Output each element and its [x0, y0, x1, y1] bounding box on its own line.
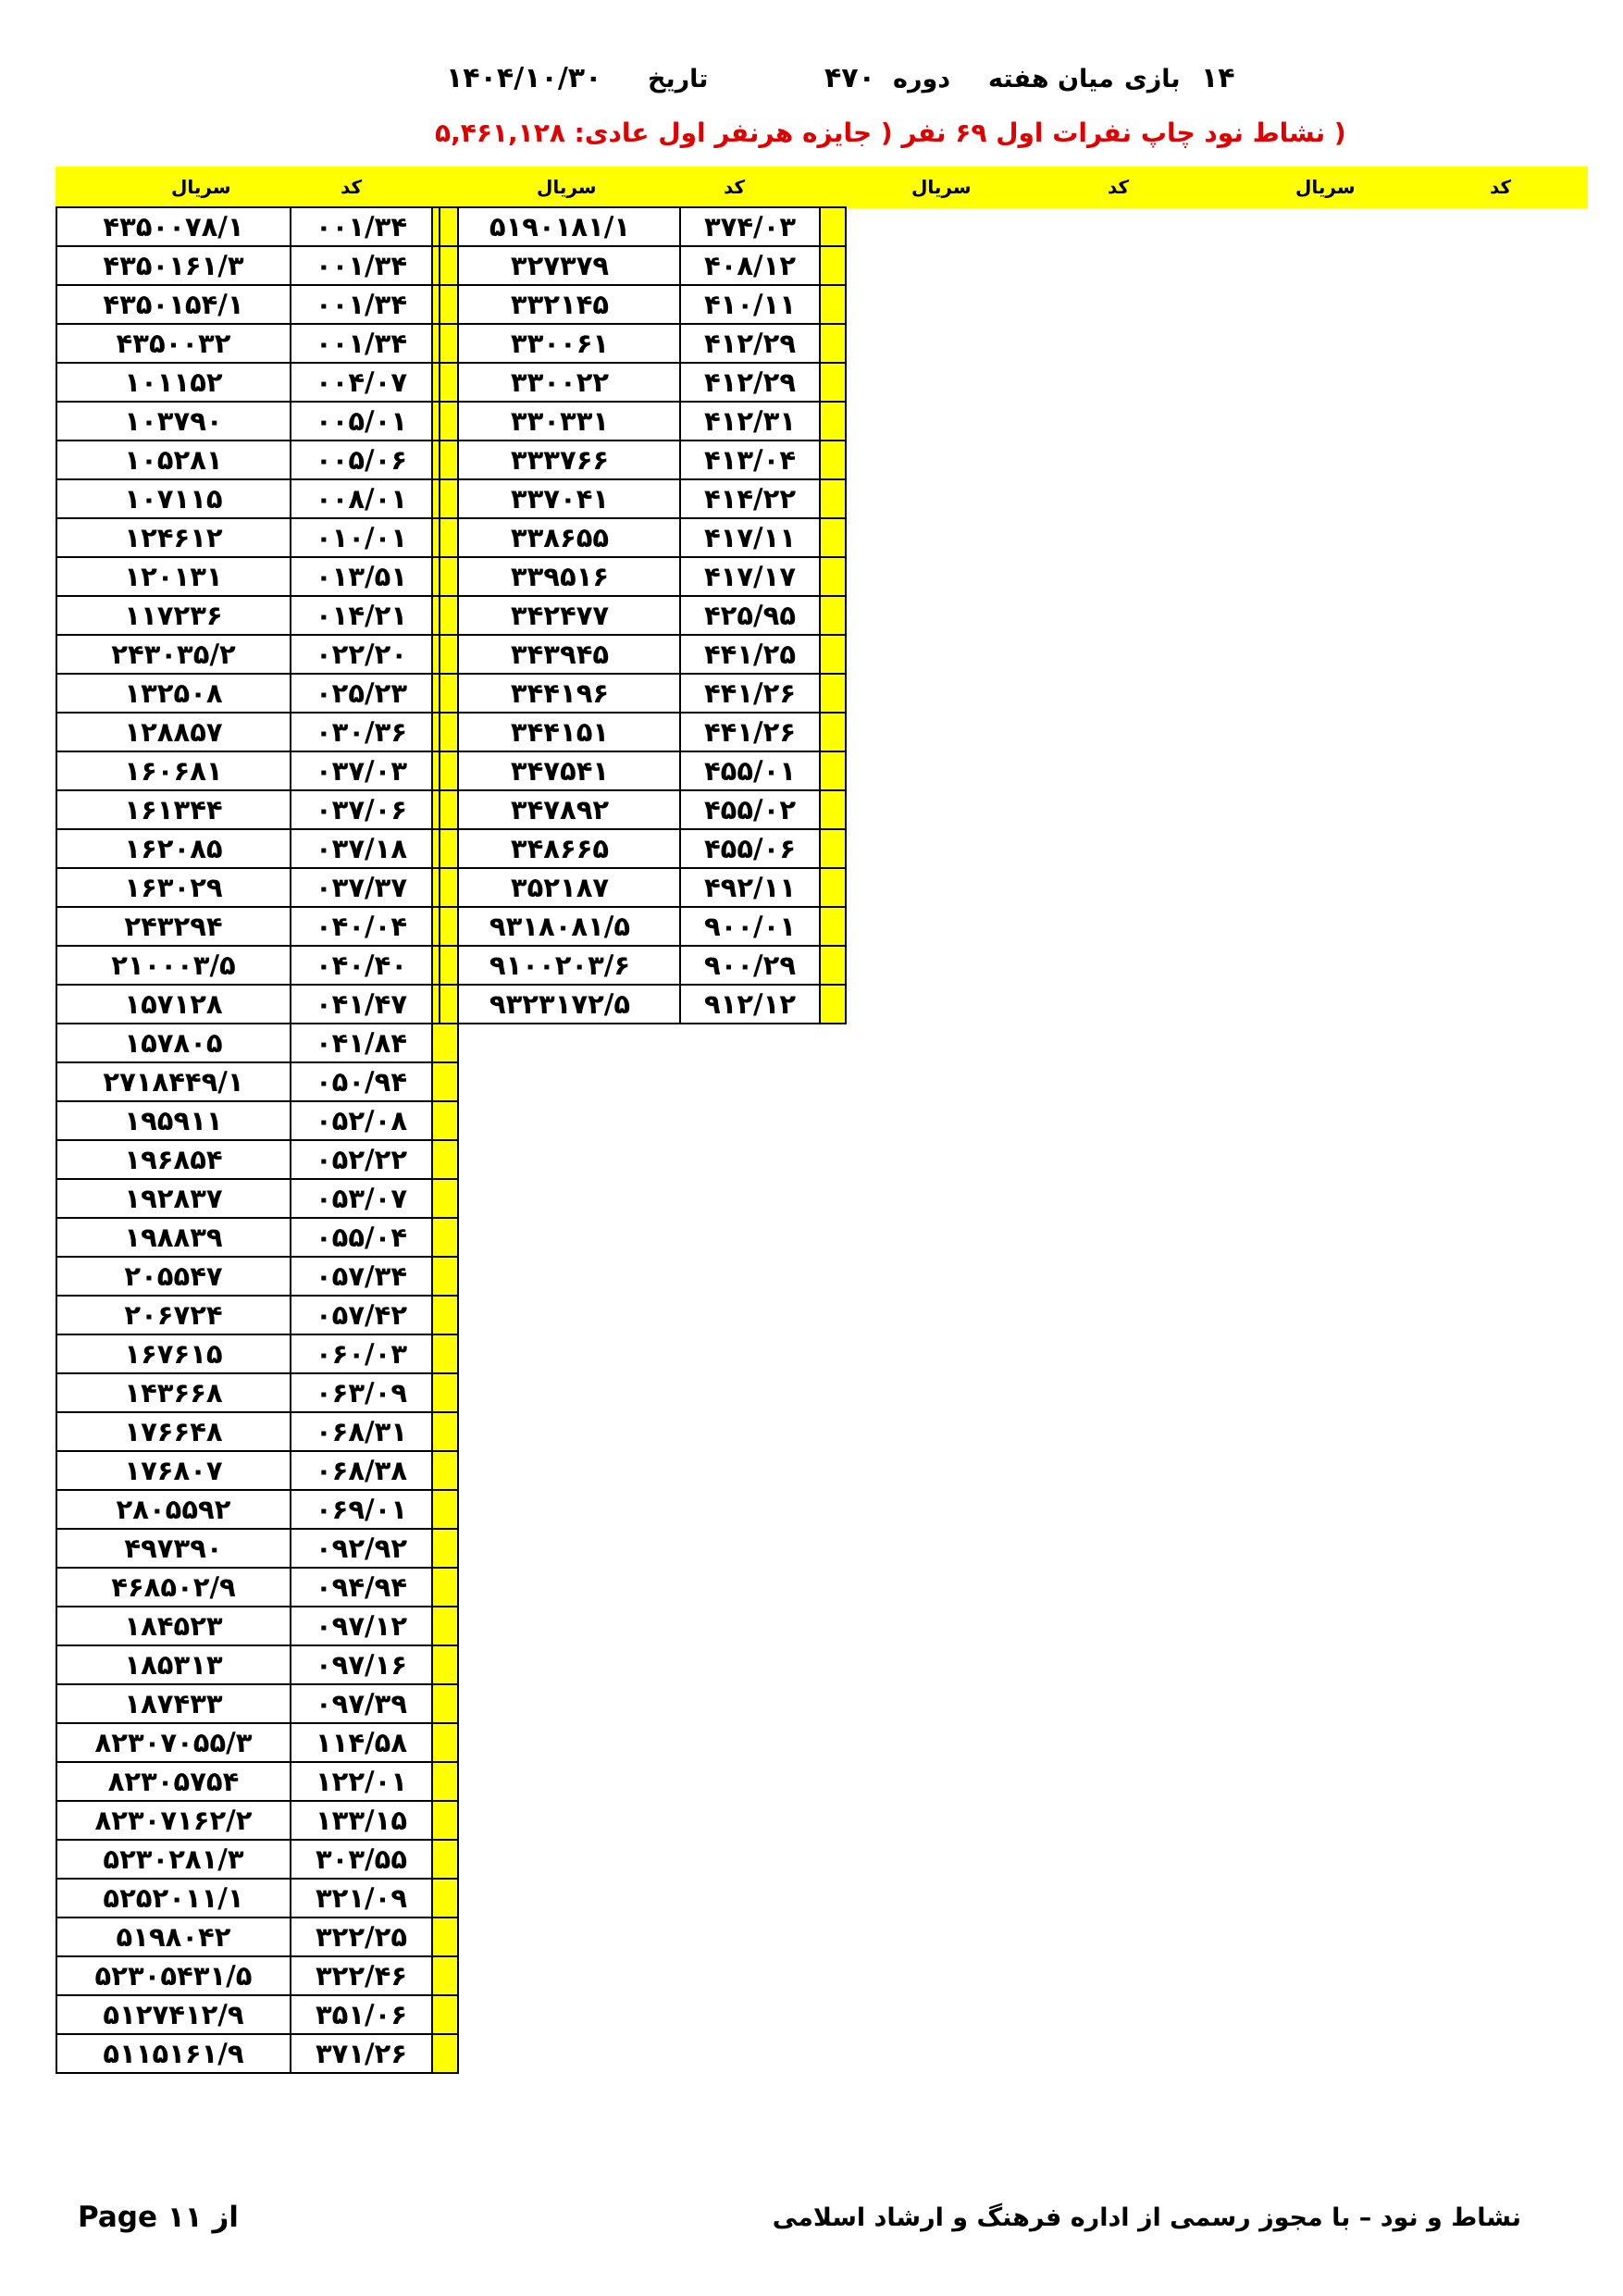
table-row — [56, 1373, 458, 1412]
serial-cell: ۵۱۲۷۴۱۲/۹ — [56, 1995, 291, 2034]
table-row — [56, 479, 458, 518]
table-row — [56, 1490, 458, 1529]
serial-cell: ۳۳۲۱۴۵ — [440, 285, 680, 324]
yellow-marker-cell — [820, 479, 846, 518]
header-code-3: کد — [1108, 176, 1130, 198]
serial-cell: ۱۰۳۷۹۰ — [56, 402, 291, 441]
table-row — [56, 441, 458, 479]
code-cell: ۰۵۳/۰۷ — [291, 1179, 432, 1218]
table-row — [56, 1024, 458, 1062]
serial-cell: ۲۰۶۷۲۴ — [56, 1296, 291, 1334]
serial-cell: ۳۴۷۸۹۲ — [440, 790, 680, 829]
table-row — [440, 868, 846, 907]
table-row — [440, 674, 846, 713]
table-row — [440, 946, 846, 985]
code-cell: ۳۷۱/۲۶ — [291, 2034, 432, 2073]
yellow-marker-cell — [432, 1529, 458, 1568]
serial-cell: ۳۵۲۱۸۷ — [440, 868, 680, 907]
serial-cell: ۳۴۴۱۹۶ — [440, 674, 680, 713]
yellow-marker-cell — [820, 402, 846, 441]
code-cell: ۰۶۹/۰۱ — [291, 1490, 432, 1529]
midweek-label: میان هفته — [988, 65, 1114, 93]
serial-cell: ۳۲۷۳۷۹ — [440, 246, 680, 285]
code-cell: ۰۰۵/۰۶ — [291, 441, 432, 479]
serial-cell: ۱۶۲۰۸۵ — [56, 829, 291, 868]
table-row — [440, 790, 846, 829]
serial-cell: ۱۹۶۸۵۴ — [56, 1140, 291, 1179]
yellow-marker-cell — [432, 1373, 458, 1412]
serial-cell: ۳۴۴۱۵۱ — [440, 713, 680, 751]
yellow-marker-cell — [432, 1801, 458, 1840]
footer-license: نشاط و نود – با مجوز رسمی از اداره فرهنگ و ارشاد اسلامی — [772, 2203, 1521, 2232]
code-cell: ۰۰۱/۳۴ — [291, 207, 432, 246]
game-label: بازی — [1124, 65, 1181, 93]
table-row — [56, 1296, 458, 1334]
code-cell: ۰۰۸/۰۱ — [291, 479, 432, 518]
serial-cell: ۳۳۷۰۴۱ — [440, 479, 680, 518]
serial-cell: ۱۹۸۸۳۹ — [56, 1218, 291, 1257]
serial-cell: ۳۳۸۶۵۵ — [440, 518, 680, 557]
yellow-marker-cell — [820, 324, 846, 363]
code-cell: ۰۳۷/۱۸ — [291, 829, 432, 868]
results-table-2 — [439, 206, 847, 1024]
header-serial-2: سریال — [537, 176, 597, 198]
code-cell: ۹۰۰/۰۱ — [680, 907, 820, 946]
serial-cell: ۲۴۳۲۹۴ — [56, 907, 291, 946]
serial-cell: ۱۳۲۵۰۸ — [56, 674, 291, 713]
serial-cell: ۲۸۰۵۵۹۲ — [56, 1490, 291, 1529]
serial-cell: ۵۱۱۵۱۶۱/۹ — [56, 2034, 291, 2073]
table-row — [56, 557, 458, 596]
serial-cell: ۱۲۸۸۵۷ — [56, 713, 291, 751]
code-cell: ۰۴۱/۴۷ — [291, 985, 432, 1024]
code-cell: ۹۱۲/۱۲ — [680, 985, 820, 1024]
code-cell: ۴۱۴/۲۲ — [680, 479, 820, 518]
table-row — [56, 1412, 458, 1451]
code-cell: ۳۲۲/۲۵ — [291, 1917, 432, 1956]
serial-cell: ۳۴۲۴۷۷ — [440, 596, 680, 635]
serial-cell: ۳۳۰۳۳۱ — [440, 402, 680, 441]
serial-cell: ۱۲۰۱۳۱ — [56, 557, 291, 596]
table-row — [440, 518, 846, 557]
table-row — [56, 1607, 458, 1645]
table-row — [56, 1840, 458, 1879]
table-row — [56, 946, 458, 985]
table-row — [56, 324, 458, 363]
yellow-marker-cell — [820, 207, 846, 246]
code-cell: ۱۳۳/۱۵ — [291, 1801, 432, 1840]
table-row — [56, 907, 458, 946]
serial-cell: ۱۰۱۱۵۲ — [56, 363, 291, 402]
code-cell: ۰۵۰/۹۴ — [291, 1062, 432, 1101]
table-row — [56, 1568, 458, 1607]
yellow-marker-cell — [820, 790, 846, 829]
table-row — [56, 1995, 458, 2034]
serial-cell: ۳۳۰۰۶۱ — [440, 324, 680, 363]
table-row — [440, 207, 846, 246]
table-row — [56, 1529, 458, 1568]
table-row — [56, 751, 458, 790]
header-code-2: کد — [724, 176, 746, 198]
yellow-marker-cell — [432, 1723, 458, 1762]
code-cell: ۴۱۲/۲۹ — [680, 363, 820, 402]
table-row — [56, 985, 458, 1024]
header-code-1: کد — [341, 176, 363, 198]
code-cell: ۰۴۰/۰۴ — [291, 907, 432, 946]
table-row — [56, 829, 458, 868]
serial-cell: ۱۸۴۵۲۳ — [56, 1607, 291, 1645]
serial-cell: ۸۲۳۰۷۰۵۵/۳ — [56, 1723, 291, 1762]
serial-cell: ۳۳۰۰۲۲ — [440, 363, 680, 402]
serial-cell: ۴۹۷۳۹۰ — [56, 1529, 291, 1568]
code-cell: ۳۰۳/۵۵ — [291, 1840, 432, 1879]
serial-cell: ۹۳۱۸۰۸۱/۵ — [440, 907, 680, 946]
yellow-marker-cell — [820, 713, 846, 751]
code-cell: ۴۲۵/۹۵ — [680, 596, 820, 635]
code-cell: ۴۱۰/۱۱ — [680, 285, 820, 324]
period-label: دوره — [893, 65, 951, 93]
serial-cell: ۴۳۵۰۱۵۴/۱ — [56, 285, 291, 324]
serial-cell: ۳۳۹۵۱۶ — [440, 557, 680, 596]
serial-cell: ۱۹۲۸۳۷ — [56, 1179, 291, 1218]
yellow-marker-cell — [432, 1490, 458, 1529]
table-row — [440, 441, 846, 479]
serial-cell: ۱۰۷۱۱۵ — [56, 479, 291, 518]
code-cell: ۰۲۲/۲۰ — [291, 635, 432, 674]
table-row — [56, 635, 458, 674]
serial-cell: ۱۴۳۶۶۸ — [56, 1373, 291, 1412]
code-cell: ۰۵۷/۴۲ — [291, 1296, 432, 1334]
yellow-marker-cell — [820, 946, 846, 985]
serial-cell: ۱۶۷۶۱۵ — [56, 1334, 291, 1373]
serial-cell: ۱۷۶۸۰۷ — [56, 1451, 291, 1490]
code-cell: ۰۰۵/۰۱ — [291, 402, 432, 441]
table-row — [440, 713, 846, 751]
yellow-marker-cell — [820, 868, 846, 907]
code-cell: ۰۶۰/۰۳ — [291, 1334, 432, 1373]
code-cell: ۰۵۷/۳۴ — [291, 1257, 432, 1296]
table-row — [440, 635, 846, 674]
date-value: ۱۴۰۴/۱۰/۳۰ — [446, 62, 602, 94]
serial-cell: ۱۱۷۲۳۶ — [56, 596, 291, 635]
yellow-marker-cell — [432, 1296, 458, 1334]
table-row — [440, 285, 846, 324]
table-row — [56, 674, 458, 713]
yellow-marker-cell — [432, 2034, 458, 2073]
subtitle-winners: ( نشاط نود چاپ نفرات اول ۶۹ نفر ( جایزه هرنفر اول عادی: ۵,۴۶۱,۱۲۸ — [435, 118, 1346, 148]
table-row — [440, 246, 846, 285]
yellow-marker-cell — [820, 985, 846, 1024]
results-table-1 — [56, 206, 459, 2074]
code-cell: ۴۱۲/۳۱ — [680, 402, 820, 441]
code-cell: ۴۱۲/۲۹ — [680, 324, 820, 363]
table-row — [56, 1062, 458, 1101]
serial-cell: ۵۲۳۰۲۸۱/۳ — [56, 1840, 291, 1879]
table-row — [56, 1257, 458, 1296]
code-cell: ۰۹۴/۹۴ — [291, 1568, 432, 1607]
table-row — [56, 246, 458, 285]
yellow-marker-cell — [432, 1762, 458, 1801]
serial-cell: ۱۰۵۲۸۱ — [56, 441, 291, 479]
period-number: ۴۷۰ — [824, 62, 875, 94]
serial-cell: ۵۱۹۸۰۴۲ — [56, 1917, 291, 1956]
code-cell: ۰۰۱/۳۴ — [291, 324, 432, 363]
yellow-marker-cell — [432, 1024, 458, 1062]
code-cell: ۰۵۵/۰۴ — [291, 1218, 432, 1257]
column-header-band — [56, 167, 1588, 208]
code-cell: ۳۷۴/۰۳ — [680, 207, 820, 246]
yellow-marker-cell — [432, 1995, 458, 2034]
yellow-marker-cell — [820, 557, 846, 596]
serial-cell: ۳۳۳۷۶۶ — [440, 441, 680, 479]
yellow-marker-cell — [820, 907, 846, 946]
table-row — [56, 2034, 458, 2073]
serial-cell: ۱۶۳۰۲۹ — [56, 868, 291, 907]
yellow-marker-cell — [432, 1257, 458, 1296]
serial-cell: ۴۶۸۵۰۲/۹ — [56, 1568, 291, 1607]
code-cell: ۰۴۱/۸۴ — [291, 1024, 432, 1062]
serial-cell: ۴۳۵۰۰۳۲ — [56, 324, 291, 363]
table-row — [56, 1140, 458, 1179]
yellow-marker-cell — [820, 751, 846, 790]
code-cell: ۰۹۲/۹۲ — [291, 1529, 432, 1568]
table-row — [56, 1334, 458, 1373]
table-row — [56, 1645, 458, 1684]
table-row — [56, 207, 458, 246]
code-cell: ۰۵۲/۰۸ — [291, 1101, 432, 1140]
code-cell: ۴۵۵/۰۱ — [680, 751, 820, 790]
table-row — [56, 402, 458, 441]
table-row — [56, 1218, 458, 1257]
serial-cell: ۵۲۵۲۰۱۱/۱ — [56, 1879, 291, 1917]
serial-cell: ۳۴۸۶۶۵ — [440, 829, 680, 868]
table-row — [440, 829, 846, 868]
table-row — [56, 1762, 458, 1801]
code-cell: ۴۵۵/۰۶ — [680, 829, 820, 868]
footer-page-number: Page ۱۱ از — [78, 2201, 239, 2234]
code-cell: ۰۰۴/۰۷ — [291, 363, 432, 402]
code-cell: ۱۲۲/۰۱ — [291, 1762, 432, 1801]
serial-cell: ۲۴۳۰۳۵/۲ — [56, 635, 291, 674]
code-cell: ۰۵۲/۲۲ — [291, 1140, 432, 1179]
table-row — [440, 751, 846, 790]
table-row — [56, 713, 458, 751]
table-row — [440, 596, 846, 635]
code-cell: ۴۱۷/۱۷ — [680, 557, 820, 596]
serial-cell: ۲۱۰۰۰۳/۵ — [56, 946, 291, 985]
table-row — [440, 985, 846, 1024]
serial-cell: ۱۶۱۳۴۴ — [56, 790, 291, 829]
yellow-marker-cell — [432, 1334, 458, 1373]
yellow-marker-cell — [820, 441, 846, 479]
serial-cell: ۳۴۷۵۴۱ — [440, 751, 680, 790]
yellow-marker-cell — [432, 1684, 458, 1723]
serial-cell: ۲۷۱۸۴۴۹/۱ — [56, 1062, 291, 1101]
serial-cell: ۱۷۶۶۴۸ — [56, 1412, 291, 1451]
table-row — [56, 790, 458, 829]
yellow-marker-cell — [432, 1451, 458, 1490]
yellow-marker-cell — [432, 1645, 458, 1684]
header-serial-3: سریال — [911, 176, 972, 198]
code-cell: ۴۴۱/۲۶ — [680, 674, 820, 713]
code-cell: ۱۱۴/۵۸ — [291, 1723, 432, 1762]
code-cell: ۰۶۳/۰۹ — [291, 1373, 432, 1412]
table-row — [440, 557, 846, 596]
serial-cell: ۸۲۳۰۵۷۵۴ — [56, 1762, 291, 1801]
serial-cell: ۳۴۳۹۴۵ — [440, 635, 680, 674]
table-row — [56, 1801, 458, 1840]
yellow-marker-cell — [432, 1062, 458, 1101]
table-row — [440, 402, 846, 441]
code-cell: ۰۶۸/۳۸ — [291, 1451, 432, 1490]
code-cell: ۰۶۸/۳۱ — [291, 1412, 432, 1451]
table-row — [440, 479, 846, 518]
header-serial-4: سریال — [1295, 176, 1356, 198]
serial-cell: ۱۲۴۶۱۲ — [56, 518, 291, 557]
yellow-marker-cell — [432, 1840, 458, 1879]
code-cell: ۳۲۲/۴۶ — [291, 1956, 432, 1995]
serial-cell: ۴۳۵۰۱۶۱/۳ — [56, 246, 291, 285]
code-cell: ۰۳۰/۳۶ — [291, 713, 432, 751]
yellow-marker-cell — [820, 635, 846, 674]
serial-cell: ۱۹۵۹۱۱ — [56, 1101, 291, 1140]
code-cell: ۰۹۷/۳۹ — [291, 1684, 432, 1723]
yellow-marker-cell — [820, 363, 846, 402]
yellow-marker-cell — [820, 518, 846, 557]
table-row — [56, 285, 458, 324]
table-row — [56, 1956, 458, 1995]
table-row — [56, 1879, 458, 1917]
serial-cell: ۹۱۰۰۲۰۳/۶ — [440, 946, 680, 985]
code-cell: ۴۹۲/۱۱ — [680, 868, 820, 907]
code-cell: ۰۳۷/۰۳ — [291, 751, 432, 790]
serial-cell: ۵۲۳۰۵۴۳۱/۵ — [56, 1956, 291, 1995]
code-cell: ۰۴۰/۴۰ — [291, 946, 432, 985]
draw-number: ۱۴ — [1201, 62, 1235, 94]
code-cell: ۰۱۴/۲۱ — [291, 596, 432, 635]
yellow-marker-cell — [432, 1917, 458, 1956]
yellow-marker-cell — [432, 1568, 458, 1607]
serial-cell: ۵۱۹۰۱۸۱/۱ — [440, 207, 680, 246]
table-row — [56, 1723, 458, 1762]
yellow-marker-cell — [820, 285, 846, 324]
yellow-marker-cell — [432, 1956, 458, 1995]
code-cell: ۰۹۷/۱۲ — [291, 1607, 432, 1645]
code-cell: ۰۳۷/۳۷ — [291, 868, 432, 907]
serial-cell: ۹۳۲۳۱۷۲/۵ — [440, 985, 680, 1024]
table-row — [440, 363, 846, 402]
code-cell: ۰۱۳/۵۱ — [291, 557, 432, 596]
serial-cell: ۱۵۷۸۰۵ — [56, 1024, 291, 1062]
header-serial-1: سریال — [171, 176, 231, 198]
table-row — [56, 363, 458, 402]
table-row — [56, 1101, 458, 1140]
yellow-marker-cell — [432, 1412, 458, 1451]
code-cell: ۴۱۳/۰۴ — [680, 441, 820, 479]
code-cell: ۰۲۵/۲۳ — [291, 674, 432, 713]
table-row — [56, 518, 458, 557]
yellow-marker-cell — [820, 829, 846, 868]
yellow-marker-cell — [432, 1101, 458, 1140]
yellow-marker-cell — [432, 1179, 458, 1218]
serial-cell: ۱۵۷۱۲۸ — [56, 985, 291, 1024]
table-row — [56, 1179, 458, 1218]
code-cell: ۴۱۷/۱۱ — [680, 518, 820, 557]
serial-cell: ۱۸۵۳۱۳ — [56, 1645, 291, 1684]
code-cell: ۴۴۱/۲۶ — [680, 713, 820, 751]
yellow-marker-cell — [432, 1140, 458, 1179]
yellow-marker-cell — [432, 1607, 458, 1645]
code-cell: ۰۰۱/۳۴ — [291, 285, 432, 324]
serial-cell: ۸۲۳۰۷۱۶۲/۲ — [56, 1801, 291, 1840]
yellow-marker-cell — [820, 596, 846, 635]
yellow-marker-cell — [432, 1879, 458, 1917]
code-cell: ۹۰۰/۲۹ — [680, 946, 820, 985]
serial-cell: ۲۰۵۵۴۷ — [56, 1257, 291, 1296]
code-cell: ۰۳۷/۰۶ — [291, 790, 432, 829]
serial-cell: ۱۸۷۴۳۳ — [56, 1684, 291, 1723]
code-cell: ۴۴۱/۲۵ — [680, 635, 820, 674]
table-row — [56, 868, 458, 907]
date-label: تاریخ — [648, 65, 709, 93]
table-row — [56, 1451, 458, 1490]
code-cell: ۴۵۵/۰۲ — [680, 790, 820, 829]
table-row — [56, 596, 458, 635]
code-cell: ۳۲۱/۰۹ — [291, 1879, 432, 1917]
code-cell: ۰۱۰/۰۱ — [291, 518, 432, 557]
code-cell: ۴۰۸/۱۲ — [680, 246, 820, 285]
code-cell: ۰۹۷/۱۶ — [291, 1645, 432, 1684]
table-row — [56, 1917, 458, 1956]
header-code-4: کد — [1490, 176, 1512, 198]
yellow-marker-cell — [432, 1218, 458, 1257]
code-cell: ۳۵۱/۰۶ — [291, 1995, 432, 2034]
yellow-marker-cell — [820, 246, 846, 285]
table-row — [56, 1684, 458, 1723]
table-row — [440, 324, 846, 363]
serial-cell: ۱۶۰۶۸۱ — [56, 751, 291, 790]
table-row — [440, 907, 846, 946]
yellow-marker-cell — [820, 674, 846, 713]
code-cell: ۰۰۱/۳۴ — [291, 246, 432, 285]
serial-cell: ۴۳۵۰۰۷۸/۱ — [56, 207, 291, 246]
